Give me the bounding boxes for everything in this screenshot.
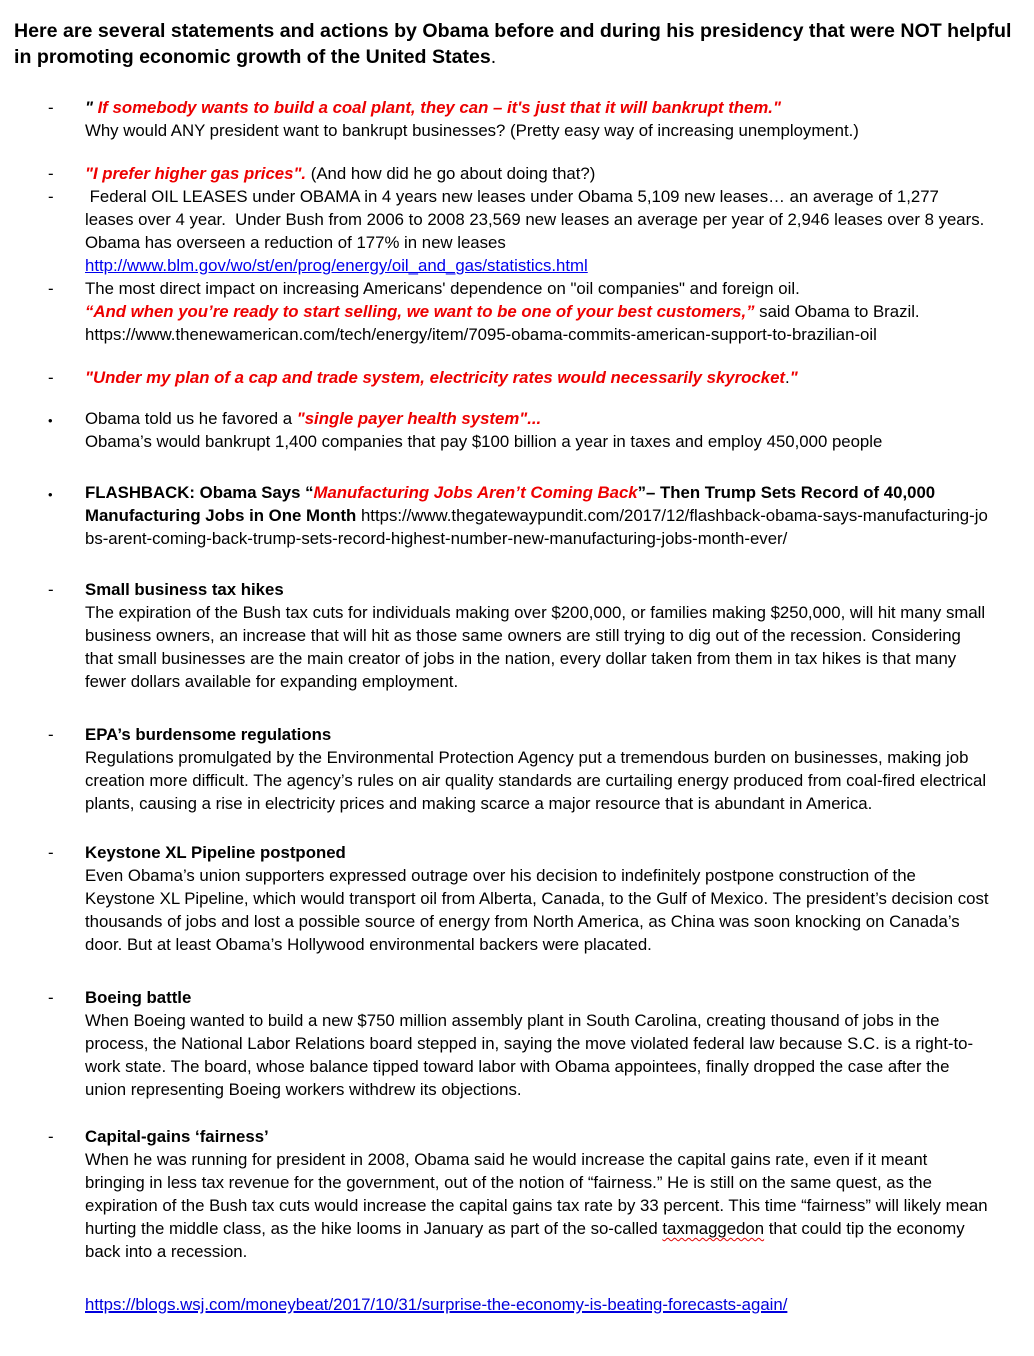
flashback-paragraph: [85, 481, 990, 550]
cap-trade-period: .: [785, 368, 790, 387]
capital-gains-body-end: that could tip the economy back into a recession.: [85, 1219, 970, 1261]
dash-marker: -: [48, 1127, 54, 1146]
keystone-title: Keystone XL Pipeline postponed: [85, 843, 346, 862]
cap-trade-quote-line: [85, 366, 990, 389]
flashback-lead: FLASHBACK: Obama Says “: [85, 483, 314, 502]
dash-marker: -: [48, 988, 54, 1007]
single-payer-quote: "single payer health system"...: [296, 409, 542, 428]
single-payer-line: [85, 407, 990, 430]
oil-leases-link-line: [85, 254, 990, 277]
document-title-text: Here are several statements and actions by Obama before and during his presidency that were NOT helpful in promoting economic growth of the United States: [14, 20, 1012, 68]
oil-dependence-text: The most direct impact on increasing Americans' dependence on "oil companies" and foreign oil.: [85, 279, 800, 298]
list-item-cap-and-trade: [48, 366, 990, 389]
footer-link-row: [85, 1293, 990, 1316]
dash-marker: -: [48, 164, 54, 183]
list-item-small-business: [48, 578, 990, 693]
newamerican-url-text: https://www.thenewamerican.com/tech/energy/item/7095-obama-commits-american-support-to-brazilian-oil: [85, 325, 877, 344]
epa-body: Regulations promulgated by the Environmental Protection Agency put a tremendous burden on businesses, making job creation more difficult. The agency’s rules on air quality standards are curtailing energy produced from coal-fired electrical plants, causing a rise in electricity prices and making scarce a major resource that is abundant in America.: [85, 748, 991, 813]
newamerican-url-line: [85, 323, 990, 346]
epa-title: EPA’s burdensome regulations: [85, 725, 332, 744]
wsj-link-line: [85, 1293, 990, 1316]
cap-trade-quote-text: "Under my plan of a cap and trade system, electricity rates would necessarily skyrocket: [85, 368, 786, 387]
boeing-title: Boeing battle: [85, 988, 192, 1007]
list-item-boeing-battle: [48, 986, 990, 1101]
brazil-quote-line: [85, 300, 990, 323]
bullet-marker: •: [48, 413, 53, 428]
keystone-body: Even Obama’s union supporters expressed outrage over his decision to indefinitely postpone construction of the Keystone XL Pipeline, which would transport oil from Alberta, Canada, to the Gulf of Mexico. The president’s decision cost thousands of jobs and lost a possible source of energy from North America, as China was soon knocking on Canada’s door. But at least Obama’s Hollywood environmental backers were placated.: [85, 866, 994, 954]
list-item-capital-gains: [48, 1125, 993, 1263]
cap-trade-close-quote: ": [789, 368, 798, 387]
dash-marker: -: [48, 368, 54, 387]
list-item-keystone-pipeline: [48, 841, 994, 956]
boeing-body: When Boeing wanted to build a new $750 million assembly plant in South Carolina, creating thousand of jobs in the process, the National Labor Relations board stepped in, saying the move violated federal law because S.C. is a right-to-work state. The board, whose balance tipped toward labor with Obama appointees, finally dropped the case after the union representing Boeing workers withdrew its objections.: [85, 1011, 974, 1099]
gas-prices-line: [85, 162, 990, 185]
list-item-epa-regulations: [48, 723, 991, 815]
capital-gains-title: Capital-gains ‘fairness’: [85, 1127, 269, 1146]
oil-leases-text: Federal OIL LEASES under OBAMA in 4 years new leases under Obama 5,109 new leases… an average of 1,277 leases over 4 year. Under Bush from 2006 to 2008 23,569 new leases an average per year of 2,946 leases over 8 years. Obama has overseen a reduction of 177% in new leases: [85, 187, 994, 252]
dash-marker: -: [48, 279, 54, 298]
list-item-gas-prices: [48, 162, 990, 185]
gas-quote-text: "I prefer higher gas prices".: [85, 164, 307, 183]
document-title: [14, 18, 1016, 70]
capital-gains-body-start: When he was running for president in 2008, Obama said he would increase the capital gains rate, even if it meant bringing in less tax revenue for the government, out of the notion of “fairness.” He is still on the same quest, as the expiration of the Bush tax cuts would increase the capital gains tax rate by 33 percent. This time “fairness” will likely mean hurting the middle class, as the hike looms in January as part of the so-called: [85, 1150, 993, 1238]
dash-marker: -: [48, 187, 54, 206]
coal-open-quote: ": [85, 98, 98, 117]
list-item-oil-dependence: [48, 277, 990, 346]
flashback-quote: Manufacturing Jobs Aren’t Coming Back: [313, 483, 638, 502]
list-item-coal-quote: [48, 96, 990, 142]
document-title-period: .: [490, 46, 497, 68]
brazil-quote-text: “And when you’re ready to start selling, we want to be one of your best customers,”: [85, 302, 755, 321]
wsj-article-link[interactable]: https://blogs.wsj.com/moneybeat/2017/10/31/surprise-the-economy-is-beating-forecasts-again/: [85, 1295, 788, 1314]
dash-marker: -: [48, 843, 54, 862]
single-payer-lead: Obama told us he favored a: [85, 409, 297, 428]
gatewaypundit-url-text: https://www.thegatewaypundit.com/2017/12/flashback-obama-says-manufacturing-jobs-arent-coming-back-trump-sets-record-highest-number-new-manufacturing-jobs-month-ever/: [85, 506, 988, 548]
dash-marker: -: [48, 580, 54, 599]
dash-marker: -: [48, 725, 54, 744]
dash-marker: -: [48, 98, 54, 117]
capital-gains-body: [85, 1148, 993, 1263]
list-item-flashback: [48, 481, 990, 550]
single-payer-detail: Obama’s would bankrupt 1,400 companies that pay $100 billion a year in taxes and employ 450,000 people: [85, 432, 883, 451]
gas-comment: (And how did he go about doing that?): [306, 164, 596, 183]
misspelled-word-taxmaggedon: taxmaggedon: [662, 1219, 765, 1238]
small-business-title: Small business tax hikes: [85, 580, 284, 599]
list-item-single-payer: [48, 407, 990, 453]
blm-statistics-link[interactable]: http://www.blm.gov/wo/st/en/prog/energy/oil_and_gas/statistics.html: [85, 256, 588, 275]
coal-quote-line: [85, 96, 990, 119]
brazil-attribution: said Obama to Brazil.: [754, 302, 920, 321]
list-item-oil-leases: [48, 185, 994, 277]
coal-quote-text: If somebody wants to build a coal plant, they can – it's just that it will bankrupt them.": [97, 98, 781, 117]
small-business-body: The expiration of the Bush tax cuts for individuals making over $200,000, or families making $250,000, will hit many small business owners, an increase that will hit as those same owners are still trying to dig out of the recession. Considering that small businesses are the main creator of jobs in the nation, every dollar taken from them in tax hikes is that many fewer dollars available for expanding employment.: [85, 603, 990, 691]
flashback-tail: ”– Then Trump Sets Record of 40,000 Manufacturing Jobs in One Month: [85, 483, 940, 525]
coal-comment: Why would ANY president want to bankrupt businesses? (Pretty easy way of increasing unemployment.): [85, 121, 859, 140]
bullet-marker: •: [48, 487, 53, 502]
